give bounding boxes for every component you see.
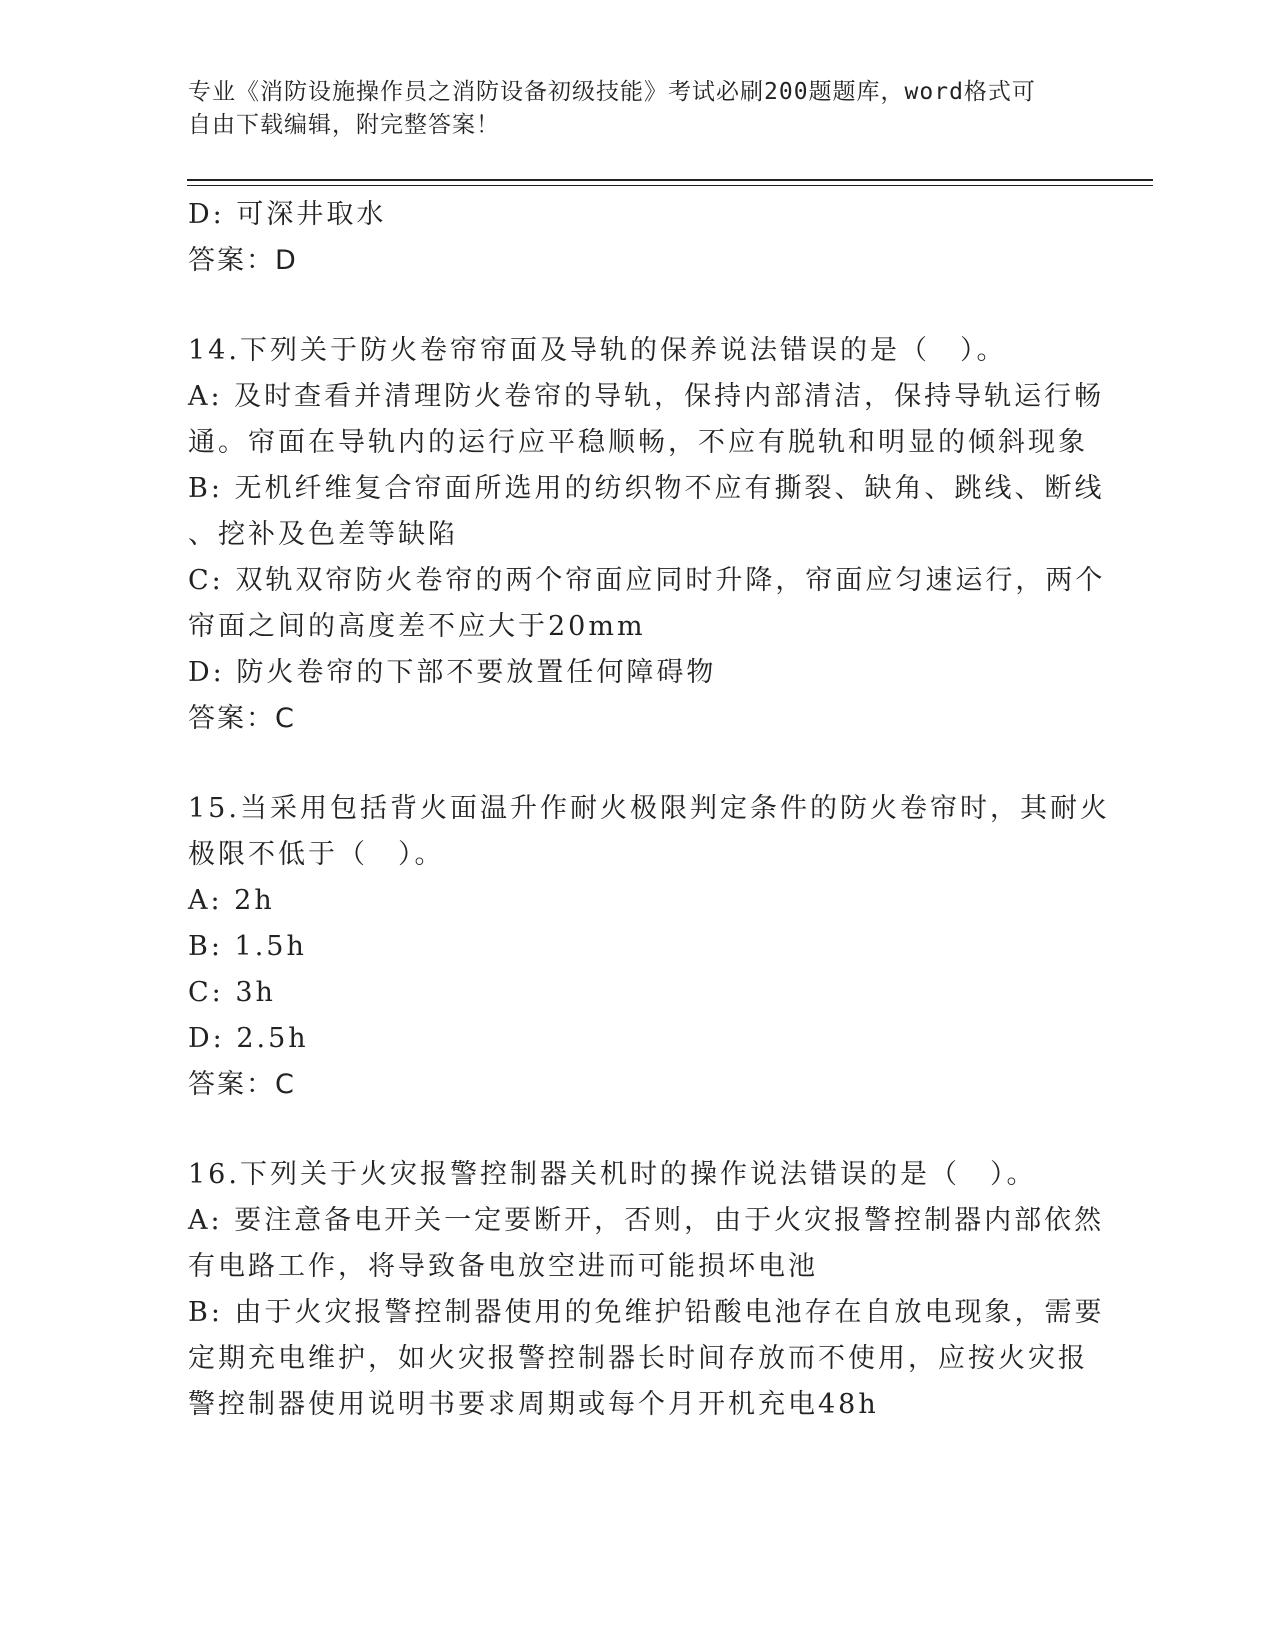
page-header — [188, 76, 1088, 142]
header-divider-thin — [187, 185, 1153, 186]
q14-option-d: D: 防火卷帘的下部不要放置任何障碍物 — [188, 657, 717, 688]
spacer — [188, 742, 1088, 786]
q16-option-a-line-1: A: 要注意备电开关一定要断开，否则，由于火灾报警控制器内部依然 — [188, 1205, 1105, 1236]
q16-option-b-line-1: B: 由于火灾报警控制器使用的免维护铅酸电池存在自放电现象，需要 — [188, 1297, 1105, 1328]
header-divider-thick — [187, 179, 1153, 181]
q15-stem-line-1: 15.当采用包括背火面温升作耐火极限判定条件的防火卷帘时，其耐火 — [188, 793, 1110, 824]
q14-option-a-line-1: A: 及时查看并清理防火卷帘的导轨，保持内部清洁，保持导轨运行畅 — [188, 381, 1105, 412]
q15-option-b: B: 1.5h — [188, 931, 307, 962]
q13-option-d: D: 可深井取水 — [188, 199, 387, 230]
q15-option-a: A: 2h — [188, 885, 275, 916]
q16-option-b-line-3: 警控制器使用说明书要求周期或每个月开机充电48h — [188, 1389, 879, 1420]
header-title-line-1: 专业《消防设施操作员之消防设备初级技能》考试必刷200题题库，word格式可 — [188, 79, 1036, 105]
q15-option-c: C: 3h — [188, 977, 276, 1008]
spacer — [188, 284, 1088, 328]
q16-option-b-line-2: 定期充电维护，如火灾报警控制器长时间存放而不使用，应按火灾报 — [188, 1343, 1088, 1374]
q14-option-b-line-2: 、挖补及色差等缺陷 — [188, 519, 458, 550]
q16-stem: 16.下列关于火灾报警控制器关机时的操作说法错误的是（ ）。 — [188, 1159, 1037, 1190]
q14-stem: 14.下列关于防火卷帘帘面及导轨的保养说法错误的是（ ）。 — [188, 335, 1007, 366]
q14-option-b-line-1: B: 无机纤维复合帘面所选用的纺织物不应有撕裂、缺角、跳线、断线 — [188, 473, 1105, 504]
q14-answer: 答案：C — [188, 703, 296, 734]
q14-option-a-line-2: 通。帘面在导轨内的运行应平稳顺畅，不应有脱轨和明显的倾斜现象 — [188, 427, 1088, 458]
q15-option-d: D: 2.5h — [188, 1023, 309, 1054]
question-content — [188, 192, 1110, 1428]
question-15 — [188, 786, 1110, 1108]
header-title-line-2: 自由下载编辑，附完整答案！ — [188, 112, 500, 138]
q14-option-c-line-1: C: 双轨双帘防火卷帘的两个帘面应同时升降，帘面应匀速运行，两个 — [188, 565, 1106, 596]
question-16 — [188, 1152, 1105, 1428]
q13-answer: 答案：D — [188, 245, 298, 276]
q15-stem-line-2: 极限不低于（ ）。 — [188, 839, 445, 870]
spacer — [188, 1108, 1088, 1152]
q15-answer: 答案：C — [188, 1069, 296, 1100]
question-14 — [188, 328, 1106, 742]
q16-option-a-line-2: 有电路工作，将导致备电放空进而可能损坏电池 — [188, 1251, 818, 1282]
q14-option-c-line-2: 帘面之间的高度差不应大于20mm — [188, 611, 646, 642]
question-13-tail — [188, 192, 1088, 284]
